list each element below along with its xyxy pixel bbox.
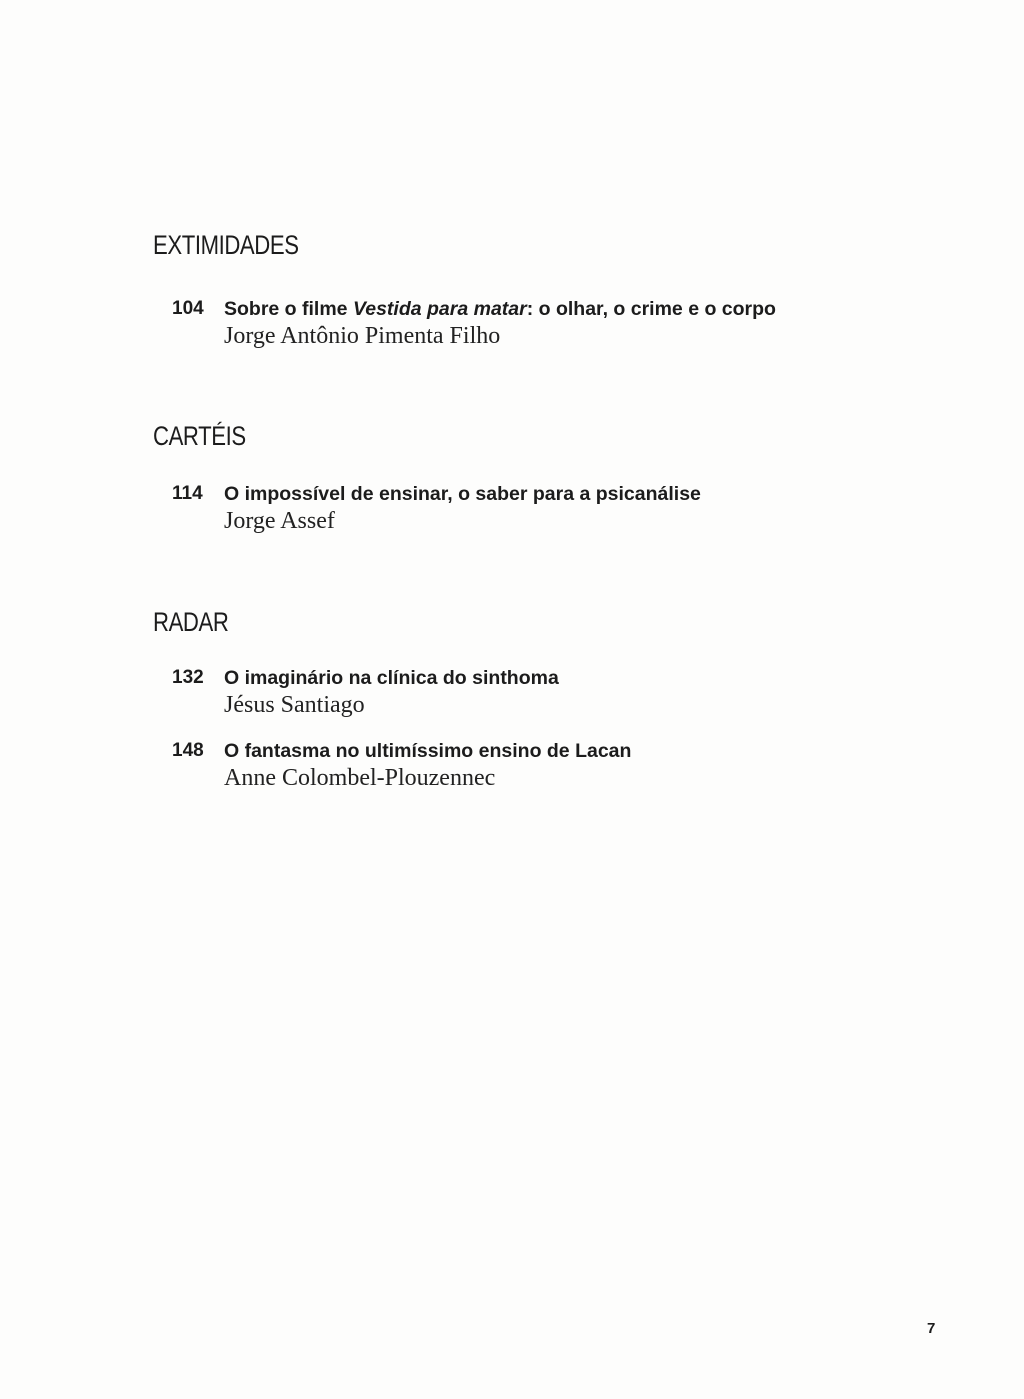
entry-author: Anne Colombel-Plouzennec [224,765,496,791]
entry-author: Jorge Antônio Pimenta Filho [224,323,501,349]
section-title: EXTIMIDADES [153,230,299,260]
entry-title: O impossível de ensinar, o saber para a psicanálise [224,483,701,505]
entry-title: O imaginário na clínica do sinthoma [224,667,559,689]
toc-entry[interactable] [153,666,973,720]
entry-page-number: 132 [172,667,204,688]
entry-page-number: 104 [172,298,204,319]
entry-page-number: 114 [172,483,203,504]
section-radar [153,606,973,793]
toc-entry[interactable] [153,297,973,351]
section-title: CARTÉIS [153,421,246,451]
entry-author: Jorge Assef [224,508,335,534]
entry-title-suffix: : o olhar, o crime e o corpo [526,298,776,320]
entry-title-italic: Vestida para matar [352,298,527,320]
entry-author: Jésus Santiago [224,692,365,718]
toc-entry[interactable] [153,739,973,793]
toc-entry[interactable] [153,482,973,536]
entry-title [224,297,973,321]
entry-page-number: 148 [172,740,204,761]
entry-title: O fantasma no ultimíssimo ensino de Lacan [224,740,632,762]
entry-title-prefix: Sobre o filme [224,298,353,320]
page-number: 7 [927,1320,936,1337]
section-title: RADAR [153,607,229,637]
section-extimidades [153,229,973,351]
section-carteis [153,420,973,536]
